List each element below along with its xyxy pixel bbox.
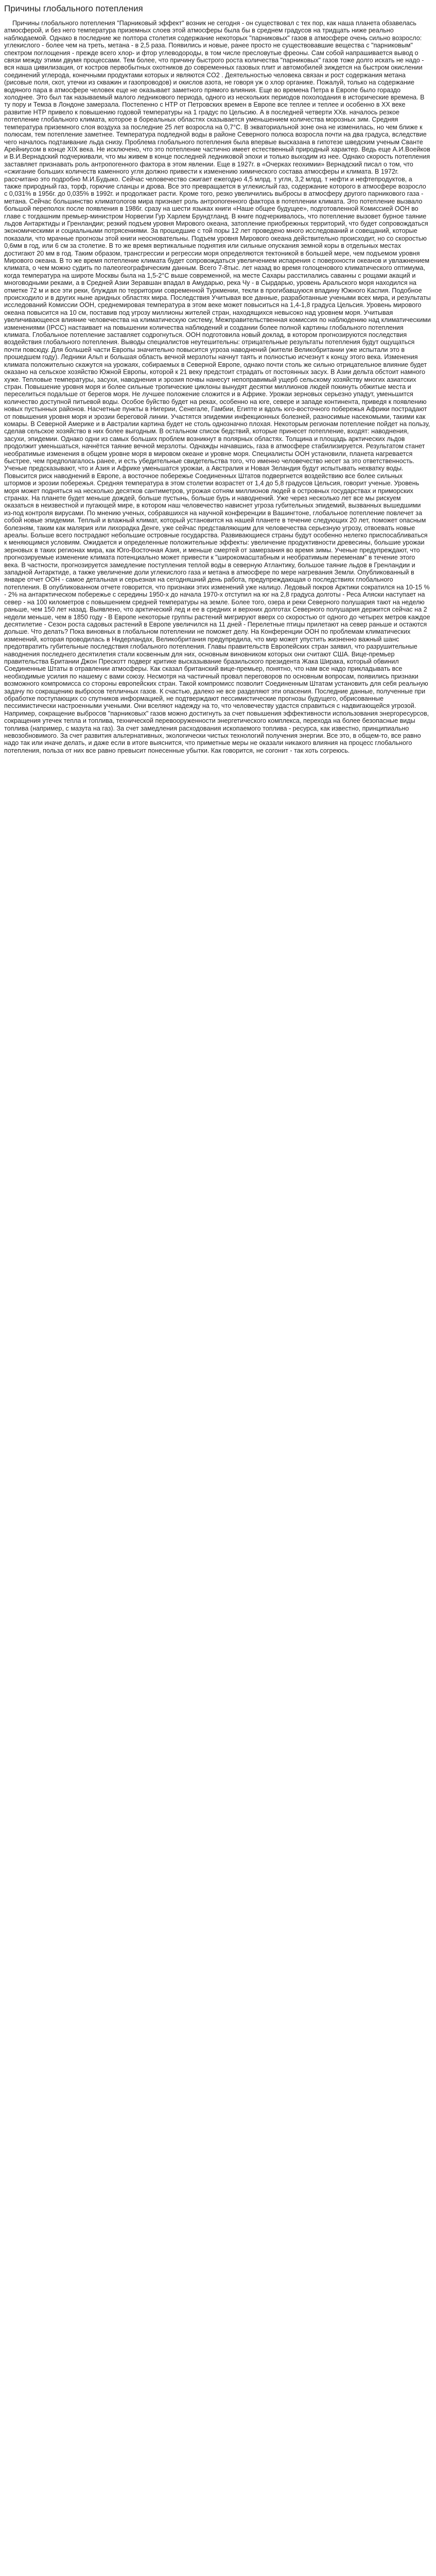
article-paragraph: Причины глобального потепления "Парниковый эффект" возник не сегодня - он существовал с тех пор, как наша планета обзавелась атмосферой, и без него температура приземных слоев этой атмосферы была бы в среднем градусов на тридцать ниже реально наблюдаемой. Однако в последние же полтора столетия содержание некоторых "парниковых" газов в атмосфере очень сильно возросло: углекислого - более чем на треть, метана - в 2,5 раза. Появились и новые, ранее просто не существовавшие вещества с "парниковым" спектром поглощения - прежде всего хлор- и фтор углеводороды, в том числе пресловутые фреоны. Сам собой напрашивается вывод о связи между этими двумя процессами. Тем более, что причину быстрого роста количества "парниковых" газов тоже долго искать не надо - вся наша цивилизация, от костров первобытных охотников до современных газовых плит и автомобилей зиждется на быстром окислении соединений углерода, конечными продуктами которых и являются CO2 . Деятельностью человека связан и рост содержания метана (рисовые поля, скот, утечки из скважин и газопроводов) и окислов азота, не говоря уж о хлор органике. Пожалуй, только на содержание водяного пара в атмосфере человек еще не оказывает заметного прямого влияния. Еще во времена Петра в Европе было гораздо холоднее. Это был так называемый малого ледникового периода, одного из нескольких периодов похолодания в исторические времена. В ту пору и Темза в Лондоне замерзала. Постепенно с НТР от Петровских времен в Европе все теплее и теплее и особенно в XX веке развитие НТР привело к повышению годовой температуры на 1 градус по Цельсию. А в последней четверти XXв. началось резкое потепление глобального климата, которое в бореальных областях сказывается уменьшением количества морозных зим. Средняя температура приземного слоя воздуха за последние 25 лет возросла на 0,7°С. В экваториальной зоне она не изменилась, но чем ближе к полюсам, тем потепление заметнее. Температура подледной воды в районе Северного полюса возросла почти на два градуса, вследствие чего началось подтаивание льда снизу. Проблема глобального потепления была впервые высказана в гипотезе шведским ученым Сванте Арейниусом в конце XIX века. Не исключено, что это потепление частично имеет естественный природный характер. Ведь еще А.И.Воейков и В.И.Вернадский подчеркивали, что мы живем в конце последней ледниковой эпохи и только выходим из нее. Однако скорость потепления заставляет признавать роль антропогенного фактора в этом явлении. Еще в 1927г. в «Очерках геохимии» Вернадский писал о том, что «сжигание больших количеств каменного угля должно привести к изменению химического состава атмосферы и климата. В 1972г. рассчитано это подробно М.И.Будыко. Сейчас человечество сжигает ежегодно 4,5 млрд. т угля, 3,2 млрд. т нефти и нефтепродуктов, а также природный газ, торф, горючие сланцы и дрова. Все это превращается в углекислый газ, содержание которого в атмосфере возросло с 0,031% в 1956г. до 0,035% в 1992г. и продолжает расти. Кроме того, резко увеличились выбросы в атмосферу другого парникового газа - метана. Сейчас большинство климатологов мира признает роль антропогенного фактора в потеплении климата. Это потепление вызвало большой переполох после появления в 1986г. сразу на шести языках книги «Наше общее будущее», подготовленной Комиссией ООН во главе с тогдашним премьер-министром Норвегии Гур Харлем Брундтланд. В книге подчеркивалось, что потепление вызовет бурное таяние льдов Антарктиды и Гренландии; резкий подъем уровня Мирового океана, затопление приобрежных территорий, что будет сопровождаться экономическими и социальными потрясениями. За прошедшие с той поры 12 лет проведено много исследований и совещаний, которые показали, что мрачные прогнозы этой книги неосновательны. Подъем уровня Мирового океана действительно происходит, но со скоростью 0,6мм в год, или 6 см за столетие. В то же время вертикальные поднятия или сильные опускания земной коры в отдельных местах достигают 20 мм в год. Таким образом, трансгрессии и регрессии моря определяются тектоникой в большей мере, чем подъемом уровня Мирового океана. В то же время потепление климата будет сопровождаться увеличением испарения с поверхности океанов и увлажнением климата, о чем можно судить по палеогеографическим данным. Всего 7-8тыс. лет назад во время голоценового климатического оптимума, когда температура на широте Москвы была на 1,5-2°С выше современной, на месте Сахары расстилались саванны с рощами акаций и многоводными реками, а в Средней Азии Зеравшан впадал в Амударью, река Чу - в Сырдарью, уровень Аральского моря находился на отметке 72 м и все эти реки, блуждая по территории современной Туркмении, текли в прогибавшуюся впадину Южного Каспия. Подобное происходило и в других ныне аридных областях мира. Последствия Учитывая все данные, разработанные учеными всех мира, и результаты исследований Комиссии ООН, среднемировая температура в этом веке может повыситься на 1,4-1,8 градуса Цельсия. Уровень мирового океана повысится на 10 см, поставив под угрозу миллионы жителей стран, находящихся невысоко над уровнем моря. Учитывая увеличивающееся влияние человечества на климатическую систему, Межправительственная комиссия по наблюдению над климатическими изменениями (IPCC) настаивает на повышении количества наблюдений и создании более полной картины глобального потепления климата. Глобальное потепление заставляет содрогнуться. ООН подготовила новый доклад, в котором прогнозируются последствия воздействия глобального потепления. Выводы специалистов неутешительны: отрицательные результаты потепления будут ощущаться почти повсюду. Для большей части Европы значительно повысится угроза наводнений (жители Великобритании уже испытали это в прошедшем году). Ледники Альп и большая область вечной мерзлоты начнут таять и полностью исчезнут к концу этого века. Изменения климата положительно скажутся на урожаях, собираемых в Северной Европе, однако почти столь же сильно отрицательное влияние будет оказано на сельское хозяйство Южной Европы, которой к 21 веку предстоит страдать от постоянных засух. В Азии дельта обстоит намного хуже. Тепловые температуры, засухи, наводнения и эрозия почвы нанесут непоправимый ущерб сельскому хозяйству многих азиатских стран. Повышение уровня моря и более сильные тропические циклоны вынудят десятки миллионов людей покинуть обжитые места и переселиться подальше от берегов моря. Не лучшее положение сложится и в Африке. Урожаи зерновых серьезно упадут, уменьшится количество доступной питьевой воды. Особое буйство будет на реках, особенно на юге, севере и западе континента, приведя к появлению новых пустынных районов. Насчетные пункты в Нигерии, Сенегале, Гамбии, Египте и вдоль юго-восточного побережья Африки пострадают от повышения уровня моря и эрозии береговой линии. Участятся эпидемии инфекционных болезней, разносимые насекомыми, такими как комары. В Северной Америке и в Австралии картина будет не столь однозначно плохая. Некоторым регионам потепление пойдет на пользу, сделав сельское хозяйство в них более выгодным. В остальном список бедствий, которые принесет потепление, входят: наводнения, засухи, эпидемии. Однако одни из самых больших проблем возникнут в полярных областях. Толщина и площадь арктических льдов продолжит уменьшаться, начнётся таяние вечной мерзлоты. Однажды начавшись, газа в атмосфере стабилизируется. Результатом станет необратимые изменения в общем уровне моря в мировом океане и уровне моря. Специалисты ООН установили, планета нагревается быстрее, чем предполагалось ранее, и есть убедительные свидетельства того, что именно человечество несет за это ответственность. Ученые предсказывают, что и Азия и Африке уменьшатся урожаи, а Австралия и Новая Зеландия будут испытывать нехватку воды. Повысится риск наводнений в Европе, а восточное побережье Соединенных Штатов подвергнется воздействию все более сильных штормов и эрозии побережья. Средняя температура в этом столетии возрастет от 1,4 до 5,8 градусов Цельсия, говорит ученые. Уровень моря может подняться на несколько десятков сантиметров, угрожая сотням миллионов людей в островных государствах и приморских странах. На планете будет меньше дождей, больше пустынь, больше бурь и наводнений. Уже через несколько лет все мы рискуем оказаться в неизвестной и пугающей мире, в котором наш человечество нависнет угроза губительных эпидемий, вызванных вышедшими из-под контроля вирусами. По мнению ученых, собравшихся на научной конференции в Вашингтоне, глобальное потепление повлечет за собой новые эпидемии. Теплый и влажный климат, который установится на нашей планете в течение следующих 20 лет, поможет опасным болезням, таким как малярия или лихорадка Денге, уже сейчас представляющим для человечества серьезную угрозу, отвоевать новые ареалы. Больше всего пострадают небольшие островные государства. Развивающиеся страны будут особенно нелегко приспосабливаться к меняющимся условиям. Ожидается и определенные положительные эффекты: увеличение продуктивности древесины, большие урожаи зерновых в таких регионах мира, как Юго-Восточная Азия, и меньше смертей от замерзания во время зимы. Ученые предупреждают, что прогнозируемые изменение климата потенциально может привести к "широкомасштабным и необратимым переменам" в течение этого века. В частности, прогнозируется замедление поступления теплой воды в северную Атлантику, большое таяние льдов в Гренландии и западной Антарктиде, а также увеличение доли углекислого газа и метана в атмосфере по мере нагревания Земли. Опубликованный в январе отчет ООН - самое детальная и серьезная на сегодняшний день работа, предупреждающая о последствиях глобального потепления. В опубликованном отчете говорится, что признаки этих изменений уже налицо. Ледовый покров Арктики сократился на 10-15 % - 2% на антарктическом побережье с середины 1950-х до начала 1970-х отступил на юг на 2,8 градуса долготы - Реса Аляски наступает на север - на 100 километров с повышением средней температуры на земле. Более того, озера и реки Северного полушария тают на неделю раньше, чем 150 лет назад. Выявлено, что арктический лед и ее в средних и верхних долготах Северного полушария держится сейчас на 2 недели меньше, чем в 1850 году - В Европе некоторые группы растений мигрируют вверх со скоростью от одного до четырех метров каждое десятилетие - Сезон роста садовых растений в Европе увеличился на 11 дней - Перелетные птицы прилетают на север раньше и остаются дольше. Что делать? Пока виновных в глобальном потеплении не поможет делу. На Конференции ООН по проблемам климатических изменений, которая проводилась в Нидерландах, Великобритания предупредила, что мир может упустить жизненно важный шанс предотвратить губительные последствия глобального потепления. Главы правительств Европейских стран заявил, что разрушительные наводнения последнего десятилетия стали косвенным для них, основным виновником которых они считают США. Вице-премьер правительства Британии Джон Прескотт подверг критике высказывание бразильского президента Жака Ширака, который обвинил Соединенные Штаты в отравлении атмосферы. Как сказал британский вице-премьер, понятно, что нам все надо прикладывать все необходимые усилия по нашему с вами союзу. Несмотря на частичный провал переговоров по основным вопросам, появились признаки возможного компромисса со стороны европейских стран. Такой компромисс позволит Соединенным Штатам установить для себя реальную задачу по сокращению выбросов тепличных газов. К счастью, далеко не все разделяют эти опасения. Последние данные, полученные при обработке поступающих со спутников информацией, не подтверждают пессимистические прогнозы будущего, обрисованные пессимистически настроенными учеными. Они вселяют надежду на то, что человечеству удастся справиться с надвигающейся угрозой. Например, сокращение выбросов "парниковых" газов можно достигнуть за счет повышения эффективности использования энергоресурсов, сокращения утечек тепла и топлива, технической перевооруженности энергетического комплекса, перехода на более безопасные виды топлива (например, с мазута на газ). За счет замедления расходования ископаемого топлива - ресурса, как известно, принципиально невозобновимого. За счет развития альтернативных, экологически чистых технологий получения энергии. Все это, в общем-то, все равно надо так или иначе делать, и даже если в итоге выяснится, что приметные меры не оказали никакого влияния на процесс глобального потепления, польза от них все равно превысит понесенные убытки. Как говорится, не согонит - так хоть согреюсь. <box>4 20 431 754</box>
page-title: Причины глобального потепления <box>4 4 143 13</box>
article-body <box>4 20 431 754</box>
